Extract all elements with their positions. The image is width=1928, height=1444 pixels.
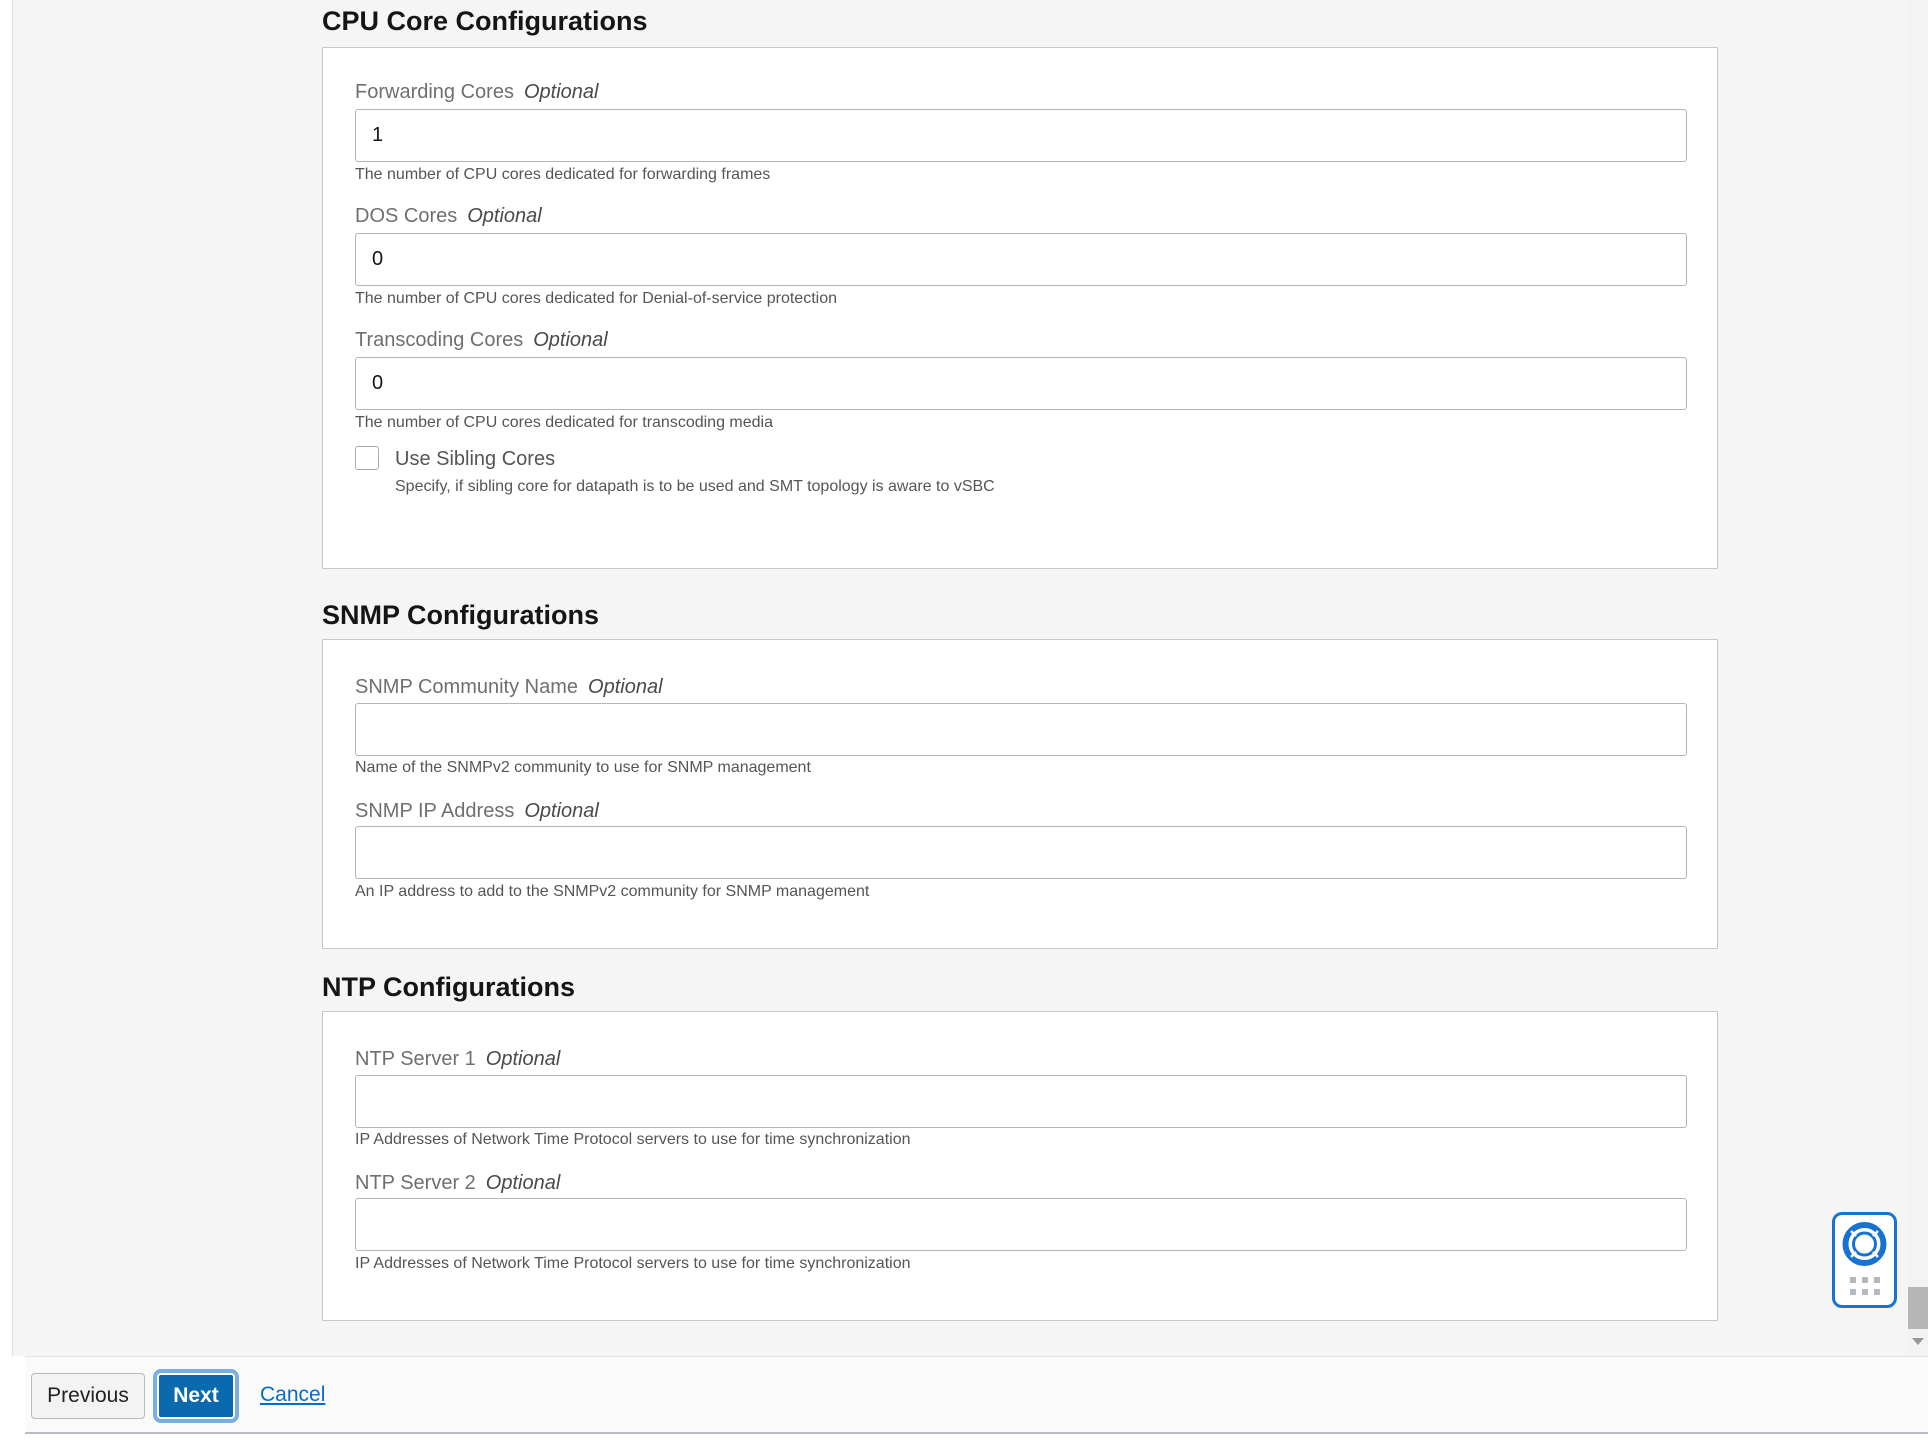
- snmp-ip-label: [355, 800, 599, 823]
- next-button[interactable]: Next: [157, 1373, 235, 1419]
- wizard-footer: [25, 1356, 1928, 1434]
- ntp-section-title: NTP Configurations: [322, 972, 575, 1002]
- optional-tag: Optional: [485, 1048, 561, 1070]
- ntp-server1-help: IP Addresses of Network Time Protocol servers to use for time synchronization: [355, 1131, 911, 1148]
- snmp-ip-input[interactable]: [355, 826, 1687, 879]
- label-text: Forwarding Cores: [355, 81, 514, 103]
- optional-tag: Optional: [523, 81, 599, 103]
- ntp-section: [322, 1011, 1718, 1321]
- optional-tag: Optional: [485, 1172, 561, 1194]
- label-text: SNMP Community Name: [355, 676, 579, 698]
- optional-tag: Optional: [467, 205, 542, 227]
- ntp-server2-input[interactable]: [355, 1198, 1687, 1251]
- use-sibling-cores-help: Specify, if sibling core for datapath is to be used and SMT topology is aware to vSBC: [395, 478, 995, 495]
- label-text: Transcoding Cores: [355, 329, 524, 351]
- forwarding-cores-label: [355, 81, 598, 104]
- use-sibling-cores-label: Use Sibling Cores: [395, 448, 556, 470]
- ntp-server2-help: IP Addresses of Network Time Protocol servers to use for time synchronization: [355, 1255, 911, 1272]
- ntp-server1-input[interactable]: [355, 1075, 1687, 1128]
- dos-cores-label: [355, 205, 542, 228]
- use-sibling-cores-checkbox[interactable]: [355, 446, 379, 470]
- previous-button[interactable]: Previous: [31, 1373, 145, 1419]
- snmp-section-title: SNMP Configurations: [322, 600, 600, 630]
- help-widget-button[interactable]: [1832, 1212, 1897, 1308]
- ntp-server1-label: [355, 1048, 560, 1071]
- label-text: NTP Server 1: [355, 1048, 476, 1070]
- transcoding-cores-help: The number of CPU cores dedicated for transcoding media: [355, 414, 773, 431]
- cpu-section-title: CPU Core Configurations: [322, 6, 648, 36]
- scrollbar-thumb[interactable]: [1908, 1287, 1928, 1329]
- vertical-scrollbar[interactable]: [1907, 0, 1928, 1356]
- cancel-link[interactable]: Cancel: [260, 1383, 326, 1406]
- forwarding-cores-help: The number of CPU cores dedicated for forwarding frames: [355, 166, 771, 183]
- ntp-server2-label: [355, 1172, 560, 1195]
- forwarding-cores-input[interactable]: [355, 109, 1687, 162]
- transcoding-cores-label: [355, 329, 608, 352]
- snmp-ip-help: An IP address to add to the SNMPv2 community for SNMP management: [355, 883, 870, 900]
- snmp-community-input[interactable]: [355, 703, 1687, 756]
- cpu-section: [322, 47, 1718, 569]
- dos-cores-input[interactable]: [355, 233, 1687, 286]
- dos-cores-help: The number of CPU cores dedicated for Denial-of-service protection: [355, 290, 837, 307]
- label-text: NTP Server 2: [355, 1172, 476, 1194]
- optional-tag: Optional: [588, 676, 663, 698]
- label-text: SNMP IP Address: [355, 800, 515, 822]
- lifebuoy-icon: [1835, 1215, 1894, 1305]
- transcoding-cores-input[interactable]: [355, 357, 1687, 410]
- snmp-section: [322, 639, 1718, 949]
- snmp-community-label: [355, 676, 663, 699]
- snmp-community-help: Name of the SNMPv2 community to use for SNMP management: [355, 759, 811, 776]
- label-text: DOS Cores: [355, 205, 458, 227]
- optional-tag: Optional: [524, 800, 599, 822]
- optional-tag: Optional: [533, 329, 608, 351]
- scroll-down-arrow-icon[interactable]: [1912, 1338, 1924, 1345]
